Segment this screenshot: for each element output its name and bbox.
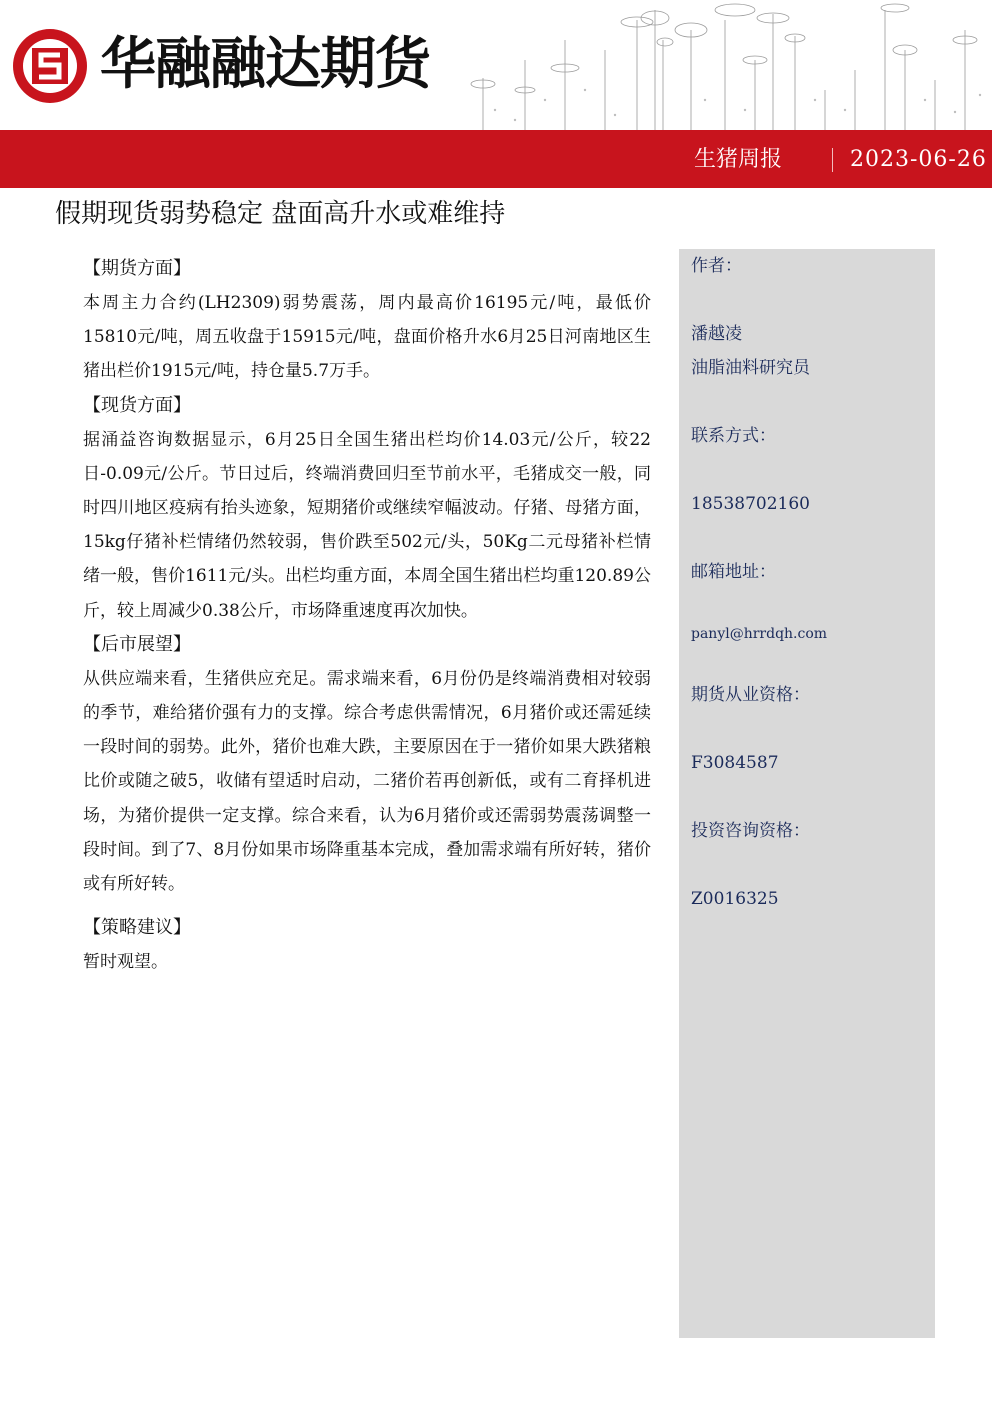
- author-label: 作者：: [691, 256, 742, 276]
- report-date: 2023-06-26: [850, 147, 987, 172]
- section-heading-futures: 【期货方面】: [83, 258, 191, 279]
- section-heading-spot: 【现货方面】: [83, 394, 191, 416]
- section-body-strategy: 暂时观望。: [83, 952, 168, 973]
- section-heading-outlook: 【后市展望】: [83, 633, 191, 655]
- contact-label: 联系方式：: [691, 426, 776, 446]
- section-body-futures: 本周主力合约(LH2309)弱势震荡，周内最高价16195元/吨，最低价15810元/吨，周五收盘于15915元/吨，盘面价格升水6月25日河南地区生猪出栏价1915元/吨，持仓量5.7万手。: [83, 293, 651, 382]
- author-sidebar: [679, 249, 935, 1338]
- advisory-license-number: Z0016325: [691, 889, 779, 909]
- company-name: 华融融达期货: [100, 32, 430, 97]
- section-heading-strategy: 【策略建议】: [83, 917, 191, 939]
- banner-divider: [832, 148, 833, 172]
- report-title: 假期现货弱势稳定 盘面高升水或难维持: [55, 199, 506, 229]
- futures-license-label: 期货从业资格：: [691, 685, 810, 705]
- author-title: 油脂油料研究员: [691, 358, 810, 378]
- company-logo-icon: [10, 26, 90, 106]
- report-body: [83, 252, 651, 979]
- report-header: [0, 0, 992, 130]
- report-type: 生猪周报: [694, 147, 783, 172]
- section-body-spot: 据涌益咨询数据显示，6月25日全国生猪出栏均价14.03元/公斤，较22日-0.09元/公斤。节日过后，终端消费回归至节前水平，毛猪成交一般，同时四川地区疫病有抬头迹象，短期猪价或继续窄幅波动。仔猪、母猪方面，15kg仔猪补栏情绪仍然较弱，售价跌至502元/头，50Kg二元母猪补栏情绪一般，售价1611元/头。出栏均重方面，本周全国生猪出栏均重120.89公斤，较上周减少0.38公斤，市场降重速度再次加快。: [83, 429, 651, 621]
- advisory-license-label: 投资咨询资格：: [691, 821, 810, 841]
- email-address[interactable]: panyl@hrrdqh.com: [691, 626, 828, 642]
- section-spacer: [83, 901, 651, 911]
- report-banner: [0, 130, 992, 188]
- email-label: 邮箱地址：: [691, 562, 776, 582]
- author-name: 潘越凌: [691, 324, 742, 344]
- futures-license-number: F3084587: [691, 753, 779, 773]
- decorative-pattern: [455, 0, 992, 130]
- contact-phone: 18538702160: [691, 494, 810, 514]
- section-body-outlook: 从供应端来看，生猪供应充足。需求端来看，6月份仍是终端消费相对较弱的季节，难给猪价强有力的支撑。综合考虑供需情况，6月猪价或还需延续一段时间的弱势。此外，猪价也难大跌，主要原因在于一猪价如果大跌猪粮比价或随之破5，收储有望适时启动，二猪价若再创新低，或有二育择机进场，为猪价提供一定支撑。综合来看，认为6月猪价或还需弱势震荡调整一段时间。到了7、8月份如果市场降重基本完成，叠加需求端有所好转，猪价或有所好转。: [83, 668, 651, 895]
